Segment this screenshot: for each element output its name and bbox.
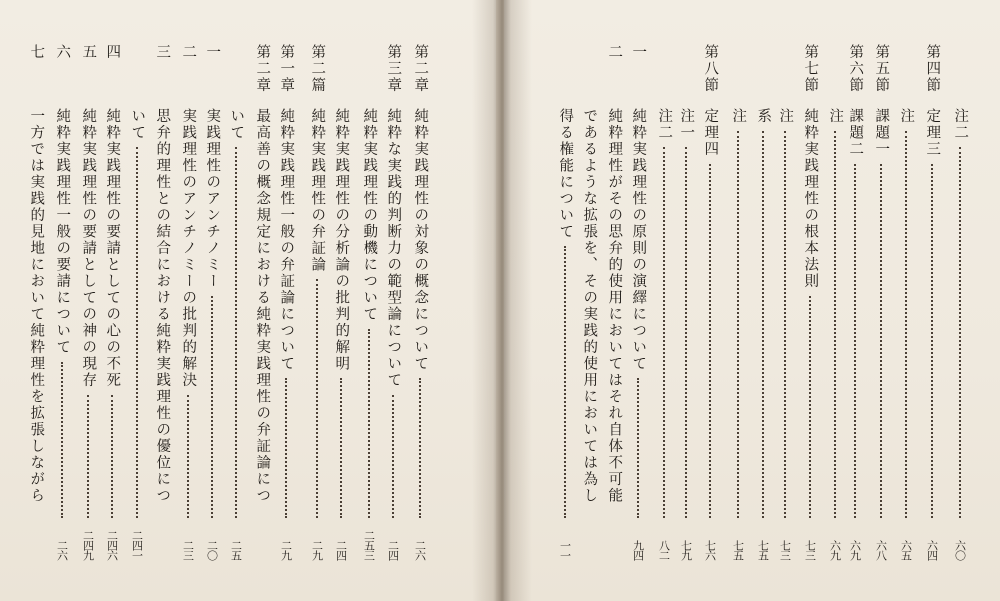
toc-heading xyxy=(921,44,943,94)
section-label: 二 xyxy=(606,44,623,61)
dot-leader xyxy=(392,395,394,519)
toc-entry xyxy=(799,108,821,560)
page-number-wrap xyxy=(830,524,841,560)
page-number: 六四 xyxy=(925,540,939,560)
page-number-wrap xyxy=(57,524,68,560)
toc-entry xyxy=(727,108,749,560)
page-number: 六〇 xyxy=(953,540,967,560)
entry-title: いて xyxy=(228,108,245,141)
page-number-wrap xyxy=(281,524,292,560)
page-number-wrap xyxy=(312,524,323,560)
toc-entry xyxy=(225,108,247,560)
page-number: 二九 xyxy=(310,540,324,560)
toc-heading xyxy=(151,44,173,61)
page-number: 六五 xyxy=(899,540,913,560)
dot-leader xyxy=(111,395,113,519)
entry-title: 純粋実践理性の原則の演繹について xyxy=(630,108,647,372)
page-number: 七五 xyxy=(731,540,745,560)
page-number-wrap xyxy=(132,524,143,560)
dot-leader xyxy=(187,395,189,519)
section-label: 四 xyxy=(104,44,121,61)
entry-title: 純粋実践理性の対象の概念について xyxy=(412,108,429,372)
page-number-wrap xyxy=(633,524,644,560)
page-number: 二四 xyxy=(334,540,348,560)
dot-leader xyxy=(87,395,89,519)
toc-entry xyxy=(306,108,328,560)
toc-entry xyxy=(201,108,223,560)
entry-title: 一方では実践的見地において純粋理性を拡張しながら xyxy=(28,108,45,504)
entry-title: 純粋実践理性の要請としての心の不死 xyxy=(104,108,121,389)
page-number: 七六 xyxy=(703,540,717,560)
page-number-wrap xyxy=(388,524,399,560)
toc-heading xyxy=(409,44,431,94)
entry-title: 注一 xyxy=(678,108,695,141)
dot-leader xyxy=(340,378,342,518)
entry-title: 純粋な実践的判断力の範型論について xyxy=(385,108,402,389)
toc-entry xyxy=(627,108,649,560)
toc-heading xyxy=(870,44,892,94)
toc-entry xyxy=(752,108,774,560)
entry-title: 純粋実践理性の要請としての神の現存 xyxy=(80,108,97,389)
toc-heading xyxy=(251,44,273,94)
page-number-wrap xyxy=(955,524,966,560)
toc-entry xyxy=(251,108,273,560)
toc-entry xyxy=(824,108,846,560)
section-label: 第二篇 xyxy=(309,44,326,94)
toc-entry xyxy=(25,108,47,560)
dot-leader xyxy=(211,296,213,519)
toc-entry xyxy=(330,108,352,560)
dot-leader xyxy=(905,131,907,519)
entry-title: 定理四 xyxy=(702,108,719,158)
section-label: 六 xyxy=(54,44,71,61)
toc-heading xyxy=(177,44,199,61)
toc-heading xyxy=(799,44,821,94)
page-number: 六九 xyxy=(848,540,862,560)
toc-heading xyxy=(77,44,99,61)
section-label: 第一章 xyxy=(278,44,295,94)
dot-leader xyxy=(685,147,687,518)
page-number: 二四 xyxy=(386,540,400,560)
page-number-wrap xyxy=(733,524,744,560)
toc-entry xyxy=(101,108,123,560)
page-number: 二六 xyxy=(55,540,69,560)
page-number: 二四九 xyxy=(81,530,95,560)
toc-entry xyxy=(177,108,199,560)
entry-title: 注二 xyxy=(656,108,673,141)
page-number-wrap xyxy=(415,524,426,560)
dot-leader xyxy=(762,131,764,519)
page-number-wrap xyxy=(681,524,692,560)
entry-title: 注 xyxy=(827,108,844,125)
entry-title: 定理三 xyxy=(924,108,941,158)
page-number-wrap xyxy=(850,524,861,560)
toc-heading xyxy=(25,44,47,61)
dot-leader xyxy=(784,131,786,519)
section-label: 第四節 xyxy=(924,44,941,94)
dot-leader xyxy=(61,362,63,519)
section-label: 七 xyxy=(28,44,45,61)
page-number: 七九 xyxy=(679,540,693,560)
page-number-wrap xyxy=(336,524,347,560)
entry-title: 実践理性のアンチノミーの批判的解決 xyxy=(180,108,197,389)
toc-entry xyxy=(603,108,625,560)
entry-title: 得る権能について xyxy=(557,108,574,240)
section-label: 一 xyxy=(630,44,647,61)
dot-leader xyxy=(419,378,421,518)
page-number-wrap xyxy=(805,524,816,560)
page-number-wrap xyxy=(901,524,912,560)
section-label: 第六節 xyxy=(847,44,864,94)
toc-entry xyxy=(409,108,431,560)
section-label: 二 xyxy=(180,44,197,61)
toc-heading xyxy=(627,44,649,61)
toc-heading xyxy=(306,44,328,94)
toc-heading xyxy=(699,44,721,94)
section-label: 一 xyxy=(204,44,221,61)
toc-entry xyxy=(949,108,971,560)
toc-heading xyxy=(844,44,866,94)
dot-leader xyxy=(663,147,665,518)
dot-leader xyxy=(136,147,138,518)
page-number: 二三 xyxy=(181,540,195,560)
page-number-wrap xyxy=(780,524,791,560)
section-label: 第三章 xyxy=(385,44,402,94)
dot-leader xyxy=(564,246,566,518)
toc-entry xyxy=(844,108,866,560)
toc-entry xyxy=(653,108,675,560)
toc-heading xyxy=(603,44,625,61)
page-number-wrap xyxy=(207,524,218,560)
toc-entry xyxy=(275,108,297,560)
entry-title: 注 xyxy=(777,108,794,125)
page-number: 二〇 xyxy=(205,540,219,560)
page-number: 二五 xyxy=(229,540,243,560)
entry-title: であるような拡張を、その実践的使用においては為し xyxy=(581,108,598,504)
toc-entry xyxy=(578,108,600,560)
dot-leader xyxy=(834,131,836,519)
section-label: 第七節 xyxy=(802,44,819,94)
dot-leader xyxy=(285,378,287,518)
entry-title: 純粋実践理性一般の要請について xyxy=(54,108,71,356)
dot-leader xyxy=(316,279,318,518)
toc-entry xyxy=(554,108,576,560)
entry-title: 注 xyxy=(730,108,747,125)
page-number: 九四 xyxy=(631,540,645,560)
toc-entry xyxy=(358,108,380,560)
toc-entry xyxy=(382,108,404,560)
page-number: 七五 xyxy=(756,540,770,560)
toc-entry xyxy=(895,108,917,560)
entry-title: 課題二 xyxy=(847,108,864,158)
page-number-wrap xyxy=(560,524,571,560)
dot-leader xyxy=(737,131,739,519)
entry-title: 実践理性のアンチノミー xyxy=(204,108,221,290)
section-label: 第五節 xyxy=(873,44,890,94)
dot-leader xyxy=(931,164,933,519)
entry-title: 注二 xyxy=(952,108,969,141)
toc-entry xyxy=(921,108,943,560)
toc-heading xyxy=(201,44,223,61)
page-number: 二四一 xyxy=(130,530,144,560)
section-label: 三 xyxy=(154,44,171,61)
page-number: 二六 xyxy=(413,540,427,560)
entry-title: 最高善の概念規定における純粋実践理性の弁証論につ xyxy=(254,108,271,504)
entry-title: 純粋実践理性の分析論の批判的解明 xyxy=(333,108,350,372)
dot-leader xyxy=(959,147,961,518)
entry-title: 純粋理性がその思弁的使用においてはそれ自体不可能 xyxy=(606,108,623,504)
page-number: 二四六 xyxy=(105,530,119,560)
toc-entry xyxy=(126,108,148,560)
toc-heading xyxy=(382,44,404,94)
dot-leader xyxy=(235,147,237,518)
toc-entry xyxy=(675,108,697,560)
toc-entry xyxy=(51,108,73,560)
section-label: 第二章 xyxy=(254,44,271,94)
entry-title: 課題一 xyxy=(873,108,890,158)
page-number-wrap xyxy=(83,524,94,560)
dot-leader xyxy=(368,329,370,519)
page-number-wrap xyxy=(876,524,887,560)
page-number-wrap xyxy=(705,524,716,560)
toc-entry xyxy=(699,108,721,560)
entry-title: 系 xyxy=(755,108,772,125)
toc-heading xyxy=(51,44,73,61)
dot-leader xyxy=(880,164,882,519)
entry-title: 純粋実践理性の根本法則 xyxy=(802,108,819,290)
page-number-wrap xyxy=(659,524,670,560)
page-number: 七三 xyxy=(778,540,792,560)
section-label: 第二章 xyxy=(412,44,429,94)
entry-title: 純粋実践理性一般の弁証論について xyxy=(278,108,295,372)
toc-entry xyxy=(77,108,99,560)
dot-leader xyxy=(637,378,639,518)
section-label: 第八節 xyxy=(702,44,719,94)
page-number: 七三 xyxy=(803,540,817,560)
page-number: 二五三 xyxy=(362,530,376,560)
page-number: 一一 xyxy=(558,540,572,560)
page-number-wrap xyxy=(758,524,769,560)
dot-leader xyxy=(709,164,711,519)
toc-heading xyxy=(275,44,297,94)
entry-title: 純粋実践理性の動機について xyxy=(361,108,378,323)
dot-leader xyxy=(854,164,856,519)
page-number: 八二 xyxy=(657,540,671,560)
page-number-wrap xyxy=(183,524,194,560)
entry-title: 思弁的理性との結合における純粋実践理性の優位につ xyxy=(154,108,171,504)
toc-entry xyxy=(774,108,796,560)
page-number: 六八 xyxy=(874,540,888,560)
page-number-wrap xyxy=(364,524,375,560)
toc-heading xyxy=(101,44,123,61)
entry-title: 注 xyxy=(898,108,915,125)
page-number-wrap xyxy=(107,524,118,560)
toc-entry xyxy=(870,108,892,560)
entry-title: 純粋実践理性の弁証論 xyxy=(309,108,326,273)
dot-leader xyxy=(809,296,811,519)
page-number: 二九 xyxy=(279,540,293,560)
page-number: 六九 xyxy=(828,540,842,560)
page-number-wrap xyxy=(231,524,242,560)
section-label: 五 xyxy=(80,44,97,61)
entry-title: いて xyxy=(129,108,146,141)
toc-entry xyxy=(151,108,173,560)
page-number-wrap xyxy=(927,524,938,560)
